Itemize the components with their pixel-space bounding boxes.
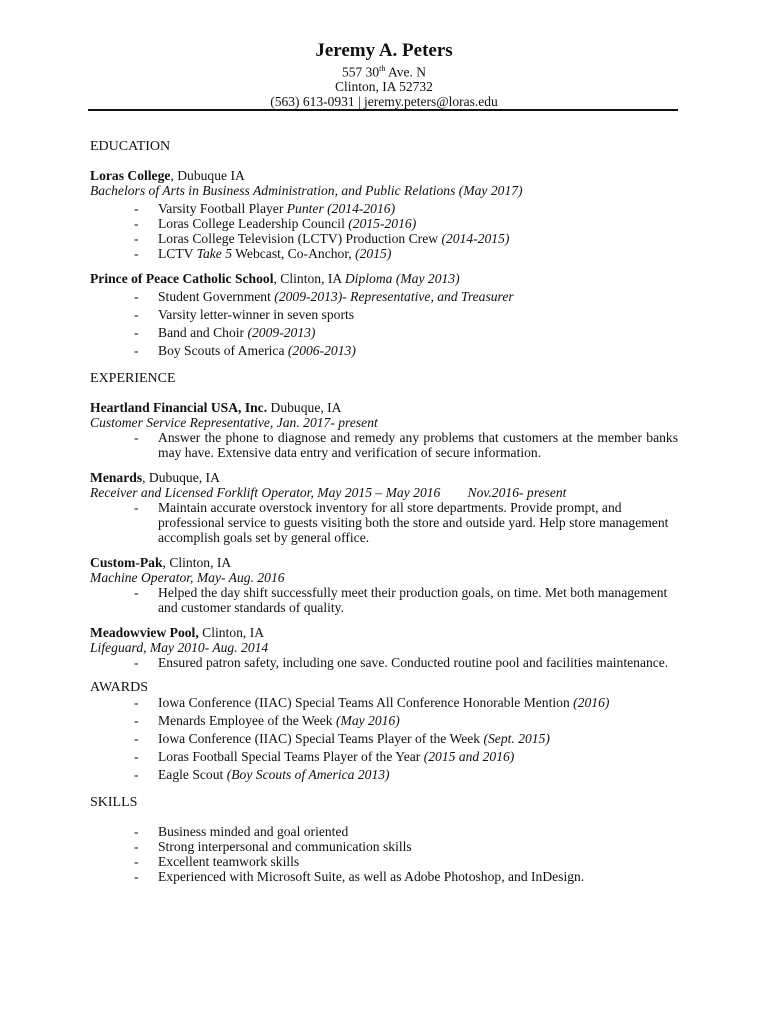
list-item <box>90 430 678 460</box>
list-item <box>90 731 678 746</box>
dash-marker: - <box>134 824 139 839</box>
award-date: (2016) <box>573 695 610 710</box>
award-text: Iowa Conference (IIAC) Special Teams All Conference Honorable Mention <box>158 695 574 710</box>
job-duties <box>90 430 678 460</box>
list-item <box>90 201 678 216</box>
item-date: (2015) <box>355 246 392 261</box>
list-item <box>90 231 678 246</box>
education-heading: EDUCATION <box>90 139 171 154</box>
street-address <box>88 62 680 80</box>
dash-marker: - <box>134 246 139 261</box>
job-meadowview <box>90 625 678 640</box>
street-number: 557 30 <box>342 64 380 80</box>
dash-marker: - <box>134 289 139 304</box>
candidate-name: Jeremy A. Peters <box>315 40 453 61</box>
awards-heading: AWARDS <box>90 680 148 695</box>
job-role: Customer Service Representative, Jan. 2017- present <box>90 415 378 430</box>
item-text: Varsity Football Player <box>158 201 287 216</box>
list-item <box>90 869 678 884</box>
school-loras <box>90 168 678 183</box>
school-name: Prince of Peace Catholic School <box>90 271 274 286</box>
degree: Bachelors of Arts in Business Administration, and Public Relations (May 2017) <box>90 183 523 198</box>
dash-marker: - <box>134 854 139 869</box>
list-item <box>90 839 678 854</box>
school-location: , Dubuque IA <box>170 168 245 183</box>
skill-text: Experienced with Microsoft Suite, as well as Adobe Photoshop, and InDesign. <box>158 869 585 884</box>
item-date: (2006-2013) <box>287 343 356 358</box>
duty-text: Ensured patron safety, including one save. Conducted routine pool and facilities maintenance. <box>158 655 669 670</box>
item-text: Band and Choir <box>158 325 248 340</box>
city-state-zip: Clinton, IA 52732 <box>335 79 433 94</box>
award-date: (Sept. 2015) <box>483 731 550 746</box>
dash-marker: - <box>134 325 139 340</box>
street-name: Ave. N <box>385 64 426 80</box>
item-title: Take 5 <box>196 246 233 261</box>
dash-marker: - <box>134 307 139 322</box>
award-text: Iowa Conference (IIAC) Special Teams Player of the Week <box>158 731 484 746</box>
school-prince-of-peace <box>90 271 678 286</box>
list-item <box>90 216 678 231</box>
list-item <box>90 749 678 764</box>
school-location: , Clinton, IA <box>273 271 345 286</box>
list-item <box>90 325 678 340</box>
job-role: Lifeguard, May 2010- Aug. 2014 <box>90 640 269 655</box>
list-item <box>90 767 678 782</box>
school-name: Loras College <box>90 168 171 183</box>
dash-marker: - <box>134 216 139 231</box>
award-text: Eagle Scout <box>158 767 227 782</box>
item-text: Loras College Leadership Council <box>158 216 349 231</box>
dash-marker: - <box>134 343 139 358</box>
item-text: Boy Scouts of America <box>158 343 288 358</box>
item-date: (2015-2016) <box>348 216 417 231</box>
duty-text: Maintain accurate overstock inventory for all store departments. Provide prompt, and professional service to guests visiting both the store and outside yard. Help store management accomplish goals set by general office. <box>158 500 669 545</box>
item-text: Webcast, Co-Anchor, <box>232 246 356 261</box>
resume-body <box>90 139 678 884</box>
employer-location: Clinton, IA <box>198 625 265 640</box>
item-text: Varsity letter-winner in seven sports <box>158 307 355 322</box>
job-heartland <box>90 400 678 415</box>
dash-marker: - <box>134 869 139 884</box>
job-role: Machine Operator, May- Aug. 2016 <box>90 570 285 585</box>
dash-marker: - <box>134 500 139 515</box>
award-text: Menards Employee of the Week <box>158 713 336 728</box>
employer-location: Dubuque, IA <box>267 400 342 415</box>
dash-marker: - <box>134 713 139 728</box>
dash-marker: - <box>134 839 139 854</box>
job-duties <box>90 500 678 545</box>
dash-marker: - <box>134 231 139 246</box>
item-text: Loras College Television (LCTV) Production Crew <box>158 231 442 246</box>
item-date: Punter (2014-2016) <box>286 201 396 216</box>
header-divider <box>88 109 678 111</box>
dash-marker: - <box>134 749 139 764</box>
contact-line: (563) 613-0931 | jeremy.peters@loras.edu <box>270 93 498 109</box>
skill-text: Excellent teamwork skills <box>158 854 300 869</box>
street-ordinal: th <box>379 64 386 73</box>
list-item <box>90 307 678 322</box>
employer-name: Menards <box>90 470 143 485</box>
loras-activities <box>90 201 678 261</box>
dash-marker: - <box>134 655 139 670</box>
job-custom-pak <box>90 555 678 570</box>
item-date: (2009-2013)- Representative, and Treasurer <box>274 289 514 304</box>
skills-heading: SKILLS <box>90 795 138 810</box>
list-item <box>90 824 678 839</box>
employer-location: , Dubuque, IA <box>142 470 220 485</box>
dash-marker: - <box>134 731 139 746</box>
item-text: Student Government <box>158 289 275 304</box>
dash-marker: - <box>134 585 139 600</box>
dash-marker: - <box>134 430 139 445</box>
employer-location: , Clinton, IA <box>162 555 232 570</box>
list-item <box>90 854 678 869</box>
list-item <box>90 246 678 261</box>
award-date: (May 2016) <box>335 713 400 728</box>
school-activities <box>90 289 678 358</box>
award-date: (2015 and 2016) <box>423 749 515 764</box>
list-item <box>90 343 678 358</box>
skill-text: Business minded and goal oriented <box>158 824 349 839</box>
job-menards <box>90 470 678 485</box>
skills-list <box>90 824 678 884</box>
job-duties <box>90 655 678 670</box>
list-item <box>90 585 678 615</box>
award-date: (Boy Scouts of America 2013) <box>226 767 390 782</box>
job-role: Receiver and Licensed Forklift Operator, May 2015 – May 2016 Nov.2016- present <box>90 485 567 500</box>
dash-marker: - <box>134 201 139 216</box>
list-item <box>90 695 678 710</box>
dash-marker: - <box>134 767 139 782</box>
skill-text: Strong interpersonal and communication skills <box>158 839 412 854</box>
list-item <box>90 289 678 304</box>
duty-text: Answer the phone to diagnose and remedy any problems that customers at the member banks may have. Extensive data entry and verification of secure information. <box>158 430 678 460</box>
item-date: (2009-2013) <box>247 325 316 340</box>
employer-name: Meadowview Pool, <box>90 625 199 640</box>
item-date: (2014-2015) <box>441 231 510 246</box>
list-item <box>90 655 678 670</box>
award-text: Loras Football Special Teams Player of the Year <box>158 749 424 764</box>
dash-marker: - <box>134 695 139 710</box>
employer-name: Custom-Pak <box>90 555 163 570</box>
diploma: Diploma (May 2013) <box>344 271 460 286</box>
resume-header <box>88 40 680 109</box>
employer-name: Heartland Financial USA, Inc. <box>90 400 268 415</box>
duty-text: Helped the day shift successfully meet their production goals, on time. Met both management and customer standards of quality. <box>158 585 668 615</box>
list-item <box>90 713 678 728</box>
list-item <box>90 500 678 545</box>
item-text: LCTV <box>158 246 197 261</box>
experience-heading: EXPERIENCE <box>90 371 176 386</box>
awards-list <box>90 695 678 782</box>
job-duties <box>90 585 678 615</box>
